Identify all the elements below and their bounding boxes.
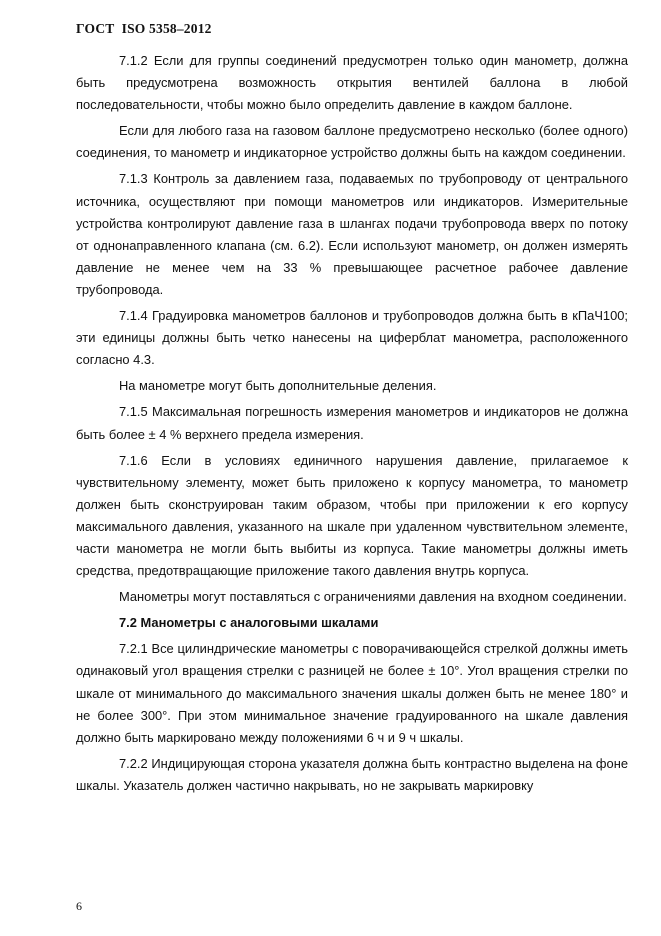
paragraph-multiple-connections: Если для любого газа на газовом баллоне предусмотрено несколько (более одного) соединения, то манометр и индикаторное устройство должны быть на каждом соединении. [76,123,628,161]
paragraph-7-1-5: 7.1.5 Максимальная погрешность измерения манометров и индикаторов не должна быть более ± 4 % верхнего предела измерения. [76,404,628,442]
paragraph-7-1-2: 7.1.2 Если для группы соединений предусмотрен только один манометр, должна быть предусмотрена возможность открытия вентилей баллона в любой последовательности, чтобы можно было определить давление в каждом баллоне. [76,53,628,113]
document-header: ГОСТ ISO 5358–2012 [76,21,212,36]
page-number: 6 [76,899,82,913]
paragraph-7-1-6: 7.1.6 Если в условиях единичного нарушения давление, прилагаемое к чувствительному элементу, может быть приложено к корпусу манометра, то манометр должен быть сконструирован таким образом, чтобы при приложении к его корпусу максимального давления, указанного на шкале при удаленном чувствительном элементе, части манометра не могли быть выбиты из корпуса. Такие манометры должны иметь средства, предотвращающие приложение такого давления внутрь корпуса. [76,452,628,579]
paragraph-7-2-1: 7.2.1 Все цилиндрические манометры с поворачивающейся стрелкой должны иметь одинаковый угол вращения стрелки с разницей не более ± 10°. Угол вращения стрелки по шкале от минимального до максимального значения шкалы должен быть не менее 180° и не более 300°. При этом минимальное значение градуированного на шкале давления должно быть маркировано между положениями 6 ч и 9 ч шкалы. [76,641,628,745]
paragraph-additional-divisions: На манометре могут быть дополнительные деления. [119,378,437,394]
paragraph-7-1-4: 7.1.4 Градуировка манометров баллонов и трубопроводов должна быть в кПаЧ100; эти единицы должны быть четко нанесены на циферблат манометра, расположенного согласно 4.3. [76,308,628,368]
paragraph-pressure-limits: Манометры могут поставляться с ограничениями давления на входном соединении. [119,589,627,605]
paragraph-7-1-3: 7.1.3 Контроль за давлением газа, подаваемых по трубопроводу от центрального источника, осуществляют при помощи манометров или индикаторов. Измерительные устройства контролируют давление газа в шлангах подачи трубопровода вверх по потоку от однонаправленного клапана (см. 6.2). Если используют манометр, он должен измерять давление не менее чем на 33 % превышающее расчетное рабочее давление трубопровода. [76,171,628,297]
section-heading-7-2: 7.2 Манометры с аналоговыми шкалами [119,615,379,631]
document-body [76,50,628,801]
paragraph-7-2-2: 7.2.2 Индицирующая сторона указателя должна быть контрастно выделена на фоне шкалы. Указатель должен частично накрывать, но не закрывать маркировку [76,755,628,793]
